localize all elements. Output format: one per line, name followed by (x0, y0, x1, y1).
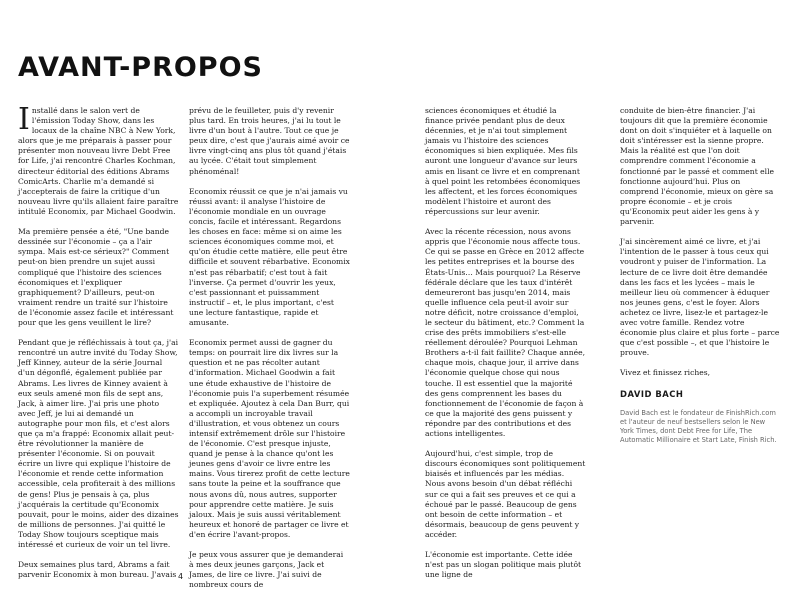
drop-cap: I (18, 102, 30, 137)
paragraph: Economix permet aussi de gagner du temps: on pourrait lire dix livres sur la question et ne pas récolter autant d'information. Michael Goodwin a fait une étude exhaustive de l'histoire de l'économie puis l'a superbement résumée et expliquée. Ajoutez à cela Dan Burr, qui a accompli un incroyable travail d'illustration, et vous obtenez un cours intensif extrêmement drôle sur l'histoire de l'économie. C'est presque injuste, quand je pense à la chance qu'ont les jeunes gens d'avoir ce livre entre les mains. Vous tirerez profit de cette lecture sans toute la peine et la souffrance que nous avons dû, nous autres, supporter pour apprendre cette matière. Je suis jaloux. Mais je suis aussi véritablement heureux et honoré de partager ce livre et d'en écrire l'avant-propos. (189, 338, 350, 539)
paragraph: prévu de le feuilleter, puis d'y revenir plus tard. En trois heures, j'ai lu tout le livre d'un bout à l'autre. Tout ce que je peux dire, c'est que j'aurais aimé avoir ce livre vingt-cinq ans plus tôt quand j'étais au lycée. C'était tout simplement phénoménal! (189, 106, 350, 176)
text-column-3 (425, 106, 586, 591)
author-bio: David Bach est le fondateur de FinishRich.com et l'auteur de neuf bestsellers selon le New York Times, dont Debt Free for Life, The Automatic Millionaire et Start Late, Finish Rich. (620, 408, 777, 444)
paragraph: Aujourd'hui, c'est simple, trop de discours économiques sont politiquement biaisés et influencés par les médias. Nous avons besoin d'un débat réfléchi sur ce qui a fait ses preuves et ce qui a échoué par le passé. Beaucoup de gens ont besoin de cette information – et désormais, beaucoup de gens peuvent y accéder. (425, 449, 586, 539)
page-number: 4 (178, 572, 184, 581)
paragraph: sciences économiques et étudié la finance privée pendant plus de deux décennies, et je n'ai tout simplement jamais vu l'histoire des sciences économiques si bien expliquée. Mes fils auront une longueur d'avance sur leurs amis en lisant ce livre et en comprenant à quel point les retombées économiques les affectent, et les forces économiques modèlent l'histoire et auront des répercussions sur leur avenir. (425, 106, 581, 216)
paragraph: Pendant que je réfléchissais à tout ça, j'ai rencontré un autre invité du Today Show, Jeff Kinney, auteur de la série Journal d'un dégonflé, également publiée par Abrams. Les livres de Kinney avaient à eux seuls amené mon fils de sept ans, Jack, à aimer lire. J'ai pris une photo avec Jeff, je lui ai demandé un autographe pour mon fils, et c'est alors que ça m'a frappé: Economix allait peut-être révolutionner la manière de présenter l'économie. Si on pouvait écrire un livre qui explique l'histoire de l'économie et rende cette information accessible, cela profiterait à des millions de gens! Plus je pensais à ça, plus j'acquérais la certitude qu'Economix pouvait, pour le moins, aider des dizaines de millions de personnes. J'ai quitté le Today Show toujours sceptique mais intéressé et curieux de voir un tel livre. (18, 338, 179, 550)
paragraph: Ma première pensée a été, "Une bande dessinée sur l'économie – ça a l'air sympa. Mais est-ce sérieux?" Comment peut-on bien prendre un sujet aussi compliqué que l'histoire des sciences économiques et l'expliquer graphiquement? D'ailleurs, peut-on vraiment rendre un traité sur l'histoire de l'économie assez facile et intéressant pour que les gens veuillent le lire? (18, 227, 174, 327)
paragraph: Vivez et finissez riches, (620, 368, 711, 378)
paragraph: L'économie est importante. Cette idée n'est pas un slogan politique mais plutôt une ligne de (425, 550, 582, 580)
paragraph (18, 102, 179, 217)
paragraph-text: nstallé dans le salon vert de l'émission Today Show, dans les locaux de la chaîne NBC à New York, alors que je me préparais à passer pour présenter mon nouveau livre Debt Free for Life, j'ai rencontré Charles Kochman, directeur éditorial des éditions Abrams ComicArts. Charlie m'a demandé si j'accepterais de faire la critique d'un nouveau livre qu'ils allaient faire paraître intitulé Economix, par Michael Goodwin. (18, 106, 179, 216)
text-column-4 (620, 106, 781, 455)
paragraph: conduite de bien-être financier. J'ai toujours dit que la première économie dont on doit s'inquiéter et à laquelle on doit s'intéresser est la sienne propre. Mais la réalité est que l'on doit comprendre comment l'économie a fonctionné par le passé et comment elle fonctionne aujourd'hui. Plus on comprend l'économie, mieux on gère sa propre économie – et je crois qu'Economix peut aider les gens à y parvenir. (620, 106, 775, 227)
paragraph: Avec la récente récession, nous avons appris que l'économie nous affecte tous. Ce qui se passe en Grèce en 2012 affecte les petites entreprises et la bourse des États-Unis… Mais pourquoi? La Réserve fédérale déclare que les taux d'intérêt demeureront bas jusqu'en 2014, mais quelle influence cela peut-il avoir sur notre déficit, notre croissance d'emploi, le secteur du bâtiment, etc.? Comment la crise des prêts immobiliers s'est-elle réellement déroulée? Pourquoi Lehman Brothers a-t-il fait faillite? Chaque année, chaque mois, chaque jour, il arrive dans l'économie quelque chose qui nous touche. Il est essentiel que la majorité des gens comprennent les bases du fonctionnement de l'économie de façon à ce que la majorité des gens puissent y répondre par des contributions et des actions intelligentes. (425, 227, 586, 438)
paragraph: Deux semaines plus tard, Abrams a fait parvenir Economix à mon bureau. J'avais (18, 560, 177, 580)
page-title: AVANT-PROPOS (18, 52, 263, 83)
text-column-2 (189, 106, 350, 601)
paragraph: J'ai sincèrement aimé ce livre, et j'ai l'intention de le passer à tous ceux qui voudront y puiser de l'information. La lecture de ce livre doit être demandée dans les facs et les lycées – mais le meilleur lieu où commencer à éduquer nos jeunes gens, c'est le foyer. Alors achetez ce livre, lisez-le et partagez-le avec votre famille. Rendez votre économie plus claire et plus forte – parce que c'est possible –, et que l'histoire le prouve. (620, 237, 780, 358)
paragraph: Je peux vous assurer que je demanderai à mes deux jeunes garçons, Jack et James, de lire ce livre. J'ai suivi de nombreux cours de (189, 550, 344, 590)
author-signature: DAVID BACH (620, 388, 684, 399)
paragraph: Economix réussit ce que je n'ai jamais vu réussi avant: il analyse l'histoire de l'économie mondiale en un ouvrage concis, facile et intéressant. Regardons les choses en face: même si on aime les sciences économiques comme moi, et qu'on étudie cette matière, elle peut être difficile et souvent rébarbative. Economix n'est pas rébarbatif; c'est tout à fait l'inverse. Ça permet d'ouvrir les yeux, c'est passionnant et puissamment instructif – et, le plus important, c'est une lecture fantastique, rapide et amusante. (189, 186, 350, 327)
text-column-1 (18, 102, 179, 591)
